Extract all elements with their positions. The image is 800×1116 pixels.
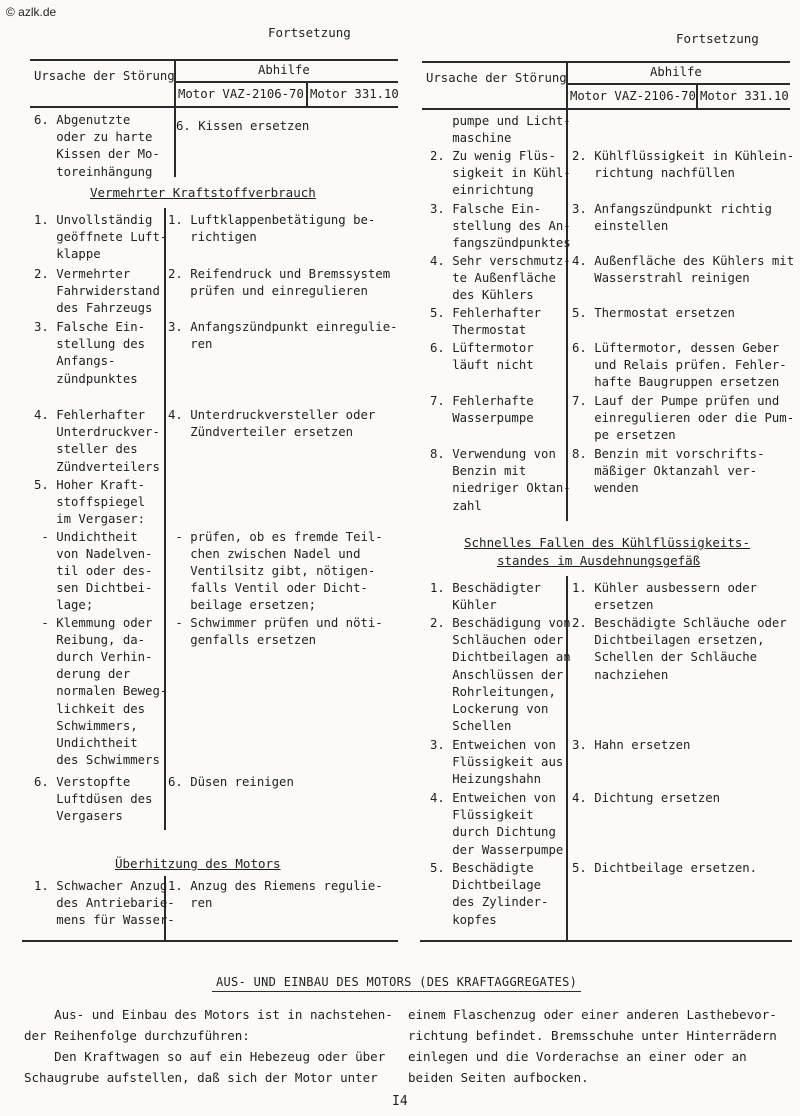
left-s1-cause-6: 6. Verstopfte Luftdüsen des Vergasers — [34, 775, 153, 824]
right-header-top-rule — [422, 61, 790, 63]
section-heading-text: AUS- UND EINBAU DES MOTORS (DES KRAFTAGGREGATES) — [212, 975, 581, 992]
left-table-bottom-rule — [22, 940, 398, 942]
right-remedy-6: 6. Lüftermotor, dessen Geber und Relais prüfen. Fehler- hafte Baugruppen ersetzen — [572, 341, 787, 390]
right-s-cause-2: 2. Beschädigung von Schläuchen oder Dichtbeilagen an Anschlüssen der Rohrleitungen, Lockerung von Schellen — [430, 616, 571, 734]
right-cause-2: 2. Zu wenig Flüs- sigkeit in Kühl- einrichtung — [430, 149, 571, 198]
left-header-top-rule — [30, 59, 398, 61]
right-remedy-3: 3. Anfangszündpunkt richtig einstellen — [572, 202, 772, 234]
left-s1-remedy-5: - prüfen, ob es fremde Teil- chen zwischen Nadel und Ventilsitz gibt, nötigen- falls Ventil oder Dicht- beilage ersetzen; - Schwimmer prüfen und nöti- genfalls ersetzen — [175, 529, 383, 647]
left-section2-title: Überhitzung des Motors — [115, 856, 281, 871]
left-s1-remedy-1: 1. Luftklappenbetätigung be- richtigen — [168, 213, 376, 245]
left-row-remedy: 6. Kissen ersetzen — [176, 119, 310, 133]
right-s-cause-1: 1. Beschädigter Kühler — [430, 581, 542, 613]
right-s-remedy-4: 4. Dichtung ersetzen — [572, 791, 721, 805]
right-s-remedy-2: 2. Beschädigte Schläuche oder Dichtbeilagen ersetzen, Schellen der Schläuche nachziehen — [572, 616, 787, 682]
left-s1-remedy-2: 2. Reifendruck und Bremssystem prüfen und einregulieren — [168, 267, 391, 299]
right-cause-3: 3. Falsche Ein- stellung des An- fangszündpunktes — [430, 202, 571, 251]
bottom-right-paragraph: einem Flaschenzug oder einer anderen Lasthebevor- richtung befindet. Bremsschuhe unter Hinterrädern einlegen und die Vorderachse an einer oder an beiden Seiten aufbocken. — [408, 1007, 777, 1085]
watermark: © azlk.de — [6, 5, 57, 19]
right-row-cause-cont: pumpe und Licht- maschine — [452, 114, 571, 146]
left-row-cause: 6. Abgenutzte oder zu harte Kissen der Mo- toreinhängung — [34, 113, 160, 179]
right-header-motor2: Motor 331.10 — [700, 89, 789, 103]
right-s-remedy-5: 5. Dichtbeilage ersetzen. — [572, 861, 758, 875]
left-s1-cause-5: 5. Hoher Kraft- stoffspiegel im Vergaser: - Undichtheit von Nadelven- til oder des- sen Dichtbei- lage; - Klemmung oder Reibung, da- durch Verhin- derung der normalen Beweg- lichkeit des Schwimmers, Undichtheit des Schwimmers — [34, 478, 168, 768]
left-s1-remedy-3: 3. Anfangszündpunkt einregulie- ren — [168, 320, 398, 352]
right-s-remedy-1: 1. Kühler ausbessern oder ersetzen — [572, 581, 758, 613]
left-s1-cause-3: 3. Falsche Ein- stellung des Anfangs- zündpunktes — [34, 320, 146, 386]
right-cause-8: 8. Verwendung von Benzin mit niedriger Oktan- zahl — [430, 447, 571, 513]
right-remedy-2: 2. Kühlflüssigkeit in Kühlein- richtung nachfüllen — [572, 149, 795, 181]
left-header-bottom-rule — [30, 106, 398, 108]
right-cause-6: 6. Lüftermotor läuft nicht — [430, 341, 534, 373]
left-header-mid-rule — [175, 81, 398, 83]
left-header-motor1: Motor VAZ-2106-70 — [178, 87, 304, 101]
left-s2-cause-1: 1. Schwacher Anzug des Antriebarie- mens für Wasser- — [34, 879, 175, 928]
right-s-cause-5: 5. Beschädigte Dichtbeilage des Zylinder- kopfes — [430, 861, 549, 927]
section-heading — [212, 974, 581, 991]
right-header-cause: Ursache der Störung — [426, 71, 567, 85]
page-number: I4 — [392, 1094, 408, 1109]
right-continued-label: Fortsetzung — [676, 31, 759, 46]
right-remedy-8: 8. Benzin mit vorschrifts- mäßiger Oktanzahl ver- wenden — [572, 447, 765, 496]
left-header-remedy: Abhilfe — [258, 63, 310, 77]
left-s1-cause-1: 1. Unvollständig geöffnete Luft- klappe — [34, 213, 168, 262]
left-s1-cause-4: 4. Fehlerhafter Unterdruckver- steller des Zündverteilers — [34, 408, 160, 474]
right-cause-4: 4. Sehr verschmutz- te Außenfläche des Kühlers — [430, 254, 571, 303]
right-table-bottom-rule — [420, 940, 792, 942]
right-remedy-5: 5. Thermostat ersetzen — [572, 306, 735, 320]
right-cause-5: 5. Fehlerhafter Thermostat — [430, 306, 542, 338]
right-header-bottom-rule — [422, 108, 790, 110]
bottom-left-paragraph: Aus- und Einbau des Motors ist in nachstehen- der Reihenfolge durchzuführen: Den Kraftwagen so auf ein Hebezeug oder über Schaugrube aufstellen, daß sich der Motor unter — [24, 1007, 393, 1085]
right-section-title-line2: standes im Ausdehnungsgefäß — [497, 553, 701, 568]
right-header-remedy: Abhilfe — [650, 65, 702, 79]
left-s1-remedy-4: 4. Unterdruckversteller oder Zündverteiler ersetzen — [168, 408, 376, 440]
left-header-motor-divider — [306, 82, 308, 107]
right-header-mid-rule — [568, 83, 790, 85]
right-s-remedy-3: 3. Hahn ersetzen — [572, 738, 691, 752]
right-s-cause-4: 4. Entweichen von Flüssigkeit durch Dichtung der Wasserpumpe — [430, 791, 564, 857]
left-header-motor2: Motor 331.10 — [310, 87, 399, 101]
left-s1-cause-2: 2. Vermehrter Fahrwiderstand des Fahrzeugs — [34, 267, 160, 316]
left-s2-remedy-1: 1. Anzug des Riemens regulie- ren — [168, 879, 383, 911]
left-s1-remedy-6: 6. Düsen reinigen — [168, 775, 294, 789]
right-header-motor-divider — [696, 84, 698, 109]
left-continued-label: Fortsetzung — [268, 25, 351, 40]
right-remedy-4: 4. Außenfläche des Kühlers mit Wasserstrahl reinigen — [572, 254, 795, 286]
left-section1-title: Vermehrter Kraftstoffverbrauch — [90, 185, 316, 200]
right-remedy-7: 7. Lauf der Pumpe prüfen und einregulieren oder die Pum- pe ersetzen — [572, 394, 795, 443]
right-s-cause-3: 3. Entweichen von Flüssigkeit aus Heizungshahn — [430, 738, 564, 787]
right-header-motor1: Motor VAZ-2106-70 — [570, 89, 696, 103]
left-header-cause: Ursache der Störung — [34, 69, 175, 83]
right-cause-7: 7. Fehlerhafte Wasserpumpe — [430, 394, 534, 426]
right-section-title-line1: Schnelles Fallen des Kühlflüssigkeits- — [464, 535, 750, 550]
